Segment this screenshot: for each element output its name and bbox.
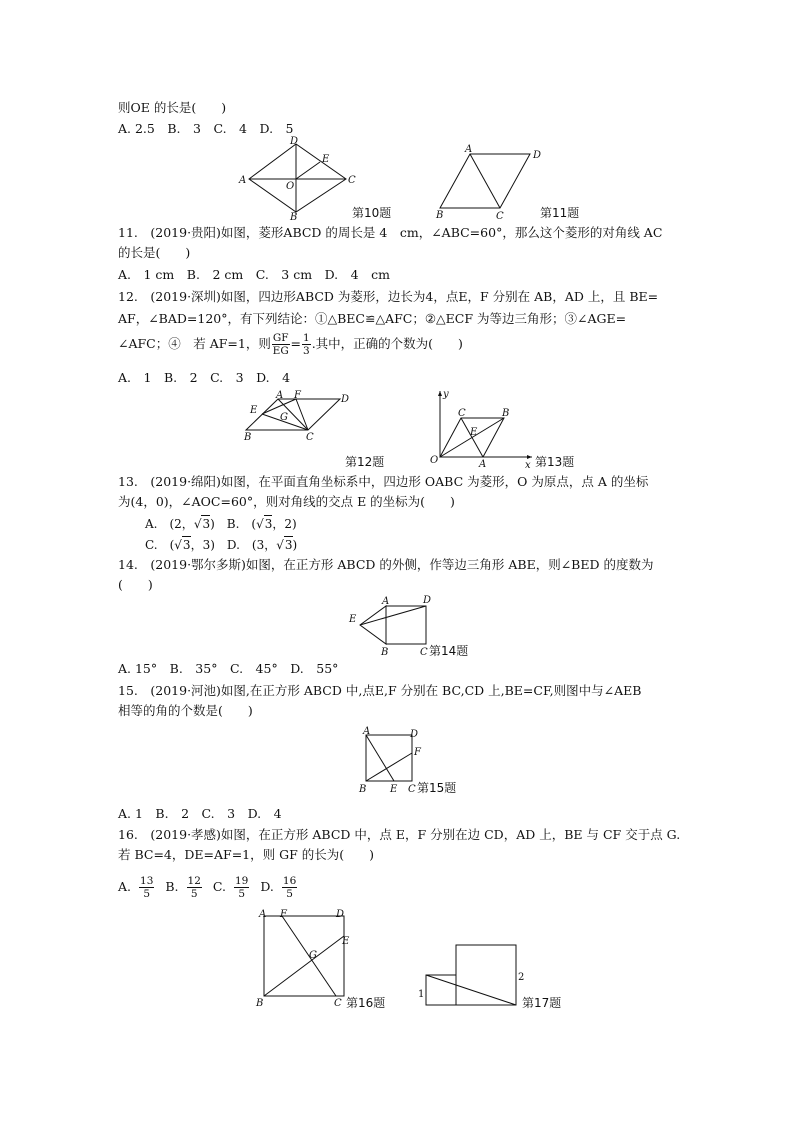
fig12-label-F: F: [294, 390, 301, 401]
fig12-label-C: C: [306, 432, 314, 443]
q12-line3-start: ∠AFC；④ 若 AF=1，则: [118, 336, 271, 351]
q16-optA-fraction: [139, 875, 154, 900]
fig16-caption: 第16题: [346, 996, 386, 1010]
fig15-label-C: C: [408, 784, 416, 795]
q12-fraction-gf-eg: [272, 332, 290, 357]
q16-optD-letter: D.: [260, 879, 274, 894]
fig12-label-G: G: [280, 412, 288, 423]
q16-optA-num: 13: [140, 875, 154, 887]
fig16-label-B: B: [256, 998, 264, 1009]
fig13-label-A: A: [479, 459, 487, 470]
fig14-label-A: A: [382, 596, 390, 607]
fig14-label-B: B: [381, 647, 389, 658]
fig15-label-F: F: [414, 747, 421, 758]
q13-options-cd: C. (√3，3) D. (3，√3): [145, 538, 298, 552]
figure-13-coordinate-plane: [428, 387, 538, 471]
fig14-label-D: D: [423, 595, 432, 606]
q12-line2: AF，∠BAD=120°，有下列结论：①△BEC≌△AFC；②△ECF 为等边三角形；③∠AGE=: [118, 311, 627, 326]
q12-frac2-num: 1: [303, 332, 310, 344]
fig11-label-C: C: [496, 211, 504, 222]
q13-line2: 为(4，0)，∠AOC=60°，则对角线的交点 E 的坐标为( ): [118, 494, 455, 509]
fig17-side-small: 1: [418, 989, 425, 1000]
q16-optD-fraction: [282, 875, 297, 900]
q12-line3: [118, 331, 463, 357]
fig11-caption: 第11题: [540, 206, 580, 220]
q13-optB-radicand: 3: [264, 517, 273, 531]
fig13-label-E: E: [470, 427, 478, 438]
figure-12-rhombus: [244, 390, 354, 452]
q13-optD-radicand: 3: [284, 538, 293, 552]
q12-frac1-num: GF: [272, 332, 289, 344]
fig15-label-D: D: [410, 729, 419, 740]
fig16-label-C: C: [334, 998, 342, 1009]
q12-frac2-den: 3: [303, 345, 310, 357]
q16-optD-den: 5: [286, 888, 293, 900]
fig15-caption: 第15题: [417, 781, 457, 795]
fig16-label-G: G: [309, 950, 317, 961]
q12-line3-end: .其中，正确的个数为( ): [311, 336, 463, 351]
q13-optA-end: ) B. (: [210, 517, 257, 531]
fig13-label-O: O: [430, 455, 439, 466]
q13-options-ab: A. (2，√3) B. (√3，2): [145, 517, 297, 531]
figure-11-rhombus: [432, 142, 550, 222]
q16-optC-letter: C.: [212, 879, 226, 894]
fig12-label-E: E: [250, 405, 258, 416]
q13-optC-start: C. (: [145, 538, 175, 552]
fig16-label-D: D: [336, 909, 345, 920]
fig13-label-y: y: [443, 389, 449, 400]
q16-options: [118, 870, 298, 904]
q12-fraction-one-third: [302, 332, 311, 357]
fig10-label-A: A: [239, 175, 247, 186]
q12-equals: =: [290, 336, 302, 351]
figure-14-square-triangle: [344, 592, 436, 658]
fig14-label-E: E: [349, 614, 357, 625]
q15-options: A. 1 B. 2 C. 3 D. 4: [118, 806, 282, 821]
q12-line1: 12. (2019·深圳)如图，四边形ABCD 为菱形，边长为4，点E，F 分别在 AB，AD 上，且 BE=: [118, 289, 659, 304]
figure-17-two-squares: [414, 942, 524, 1012]
q15-line2: 相等的角的个数是( ): [118, 703, 253, 718]
figure-15-square: [356, 725, 426, 797]
fig13-label-x: x: [525, 460, 531, 471]
fig17-side-large: 2: [518, 972, 525, 983]
fig13-caption: 第13题: [535, 455, 575, 469]
fig14-label-C: C: [420, 647, 428, 658]
fig11-label-A: A: [465, 144, 473, 155]
fig10-label-C: C: [348, 175, 356, 186]
fig13-label-C: C: [458, 408, 466, 419]
q16-optC-den: 5: [238, 888, 246, 900]
q16-line2: 若 BC=4，DE=AF=1，则 GF 的长为( ): [118, 847, 374, 862]
q11-options: A. 1 cm B. 2 cm C. 3 cm D. 4 cm: [118, 267, 390, 282]
q14-line2: ( ): [118, 577, 153, 592]
q16-optB-letter: B.: [165, 879, 179, 894]
q16-optC-fraction: [234, 875, 249, 900]
fig10-caption: 第10题: [352, 206, 392, 220]
fig12-label-B: B: [244, 432, 252, 443]
q11-line2: 的长是( ): [118, 245, 191, 260]
fig16-label-F: F: [280, 909, 287, 920]
q16-optA-den: 5: [143, 888, 151, 900]
q13-optA-radicand: 3: [202, 517, 211, 531]
q13-line1: 13. (2019·绵阳)如图，在平面直角坐标系中，四边形 OABC 为菱形，O 为原点，点 A 的坐标: [118, 474, 649, 489]
fig10-label-D: D: [290, 136, 299, 147]
q15-line1: 15. (2019·河池)如图,在正方形 ABCD 中,点E,F 分别在 BC,CD 上,BE=CF,则图中与∠AEB: [118, 683, 642, 698]
fig14-caption: 第14题: [429, 644, 469, 658]
fig15-label-E: E: [390, 784, 398, 795]
q16-optD-num: 16: [282, 875, 297, 887]
q14-options: A. 15° B. 35° C. 45° D. 55°: [118, 661, 339, 676]
q11-line1: 11. (2019·贵阳)如图，菱形ABCD 的周长是 4 cm，∠ABC=60°，那么这个菱形的对角线 AC: [118, 225, 663, 240]
q13-optC-radicand: 3: [182, 538, 191, 552]
fig15-label-B: B: [359, 784, 367, 795]
figure-10-rhombus: [236, 136, 362, 222]
q13-optA-start: A. (2，: [145, 517, 194, 531]
fig17-caption: 第17题: [522, 996, 562, 1010]
q16-optA-letter: A.: [118, 879, 132, 894]
fig12-label-D: D: [341, 394, 350, 405]
q10-stem-tail: 则OE 的长是( ): [118, 100, 227, 115]
q16-optC-num: 19: [235, 875, 249, 887]
fig13-label-B: B: [502, 408, 510, 419]
fig15-label-A: A: [363, 726, 371, 737]
q16-optB-den: 5: [190, 888, 198, 900]
figure-16-square: [252, 906, 352, 1010]
fig16-label-E: E: [342, 936, 350, 947]
q16-line1: 16. (2019·孝感)如图，在正方形 ABCD 中，点 E，F 分别在边 CD，AD 上，BE 与 CF 交于点 G.: [118, 827, 681, 842]
fig16-label-A: A: [259, 909, 267, 920]
fig10-label-O: O: [286, 181, 295, 192]
q13-optC-end: ，3) D. (3，: [190, 538, 277, 552]
q13-optD-end: ): [292, 538, 298, 552]
q14-line1: 14. (2019·鄂尔多斯)如图，在正方形 ABCD 的外侧，作等边三角形 ABE，则∠BED 的度数为: [118, 557, 654, 572]
fig10-label-E: E: [322, 154, 330, 165]
q13-optB-end: ，2): [272, 517, 297, 531]
q16-optB-num: 12: [187, 875, 201, 887]
fig10-label-B: B: [290, 212, 298, 223]
q12-frac1-den: EG: [272, 345, 289, 357]
q12-options: A. 1 B. 2 C. 3 D. 4: [118, 370, 291, 385]
q10-options: A. 2.5 B. 3 C. 4 D. 5: [118, 121, 294, 136]
fig12-caption: 第12题: [345, 455, 385, 469]
fig11-label-D: D: [533, 150, 542, 161]
q16-optB-fraction: [187, 875, 202, 900]
fig11-label-B: B: [436, 210, 444, 221]
fig12-label-A: A: [276, 390, 284, 401]
